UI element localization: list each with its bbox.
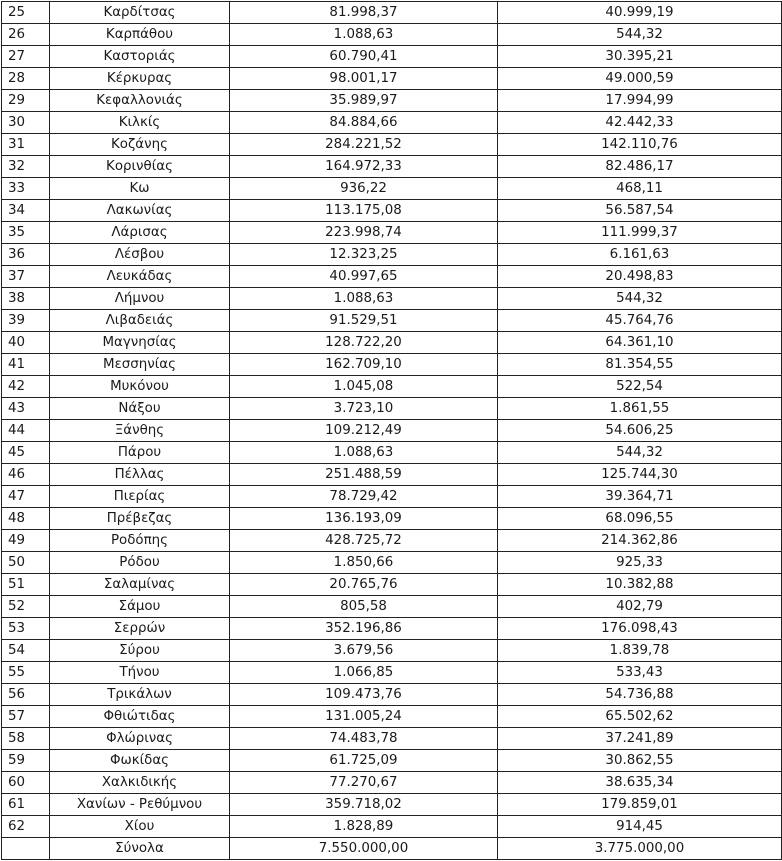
- table-row: [2, 684, 782, 706]
- row-amount: 136.193,09: [230, 508, 498, 530]
- row-name: Κεφαλλονιάς: [50, 90, 230, 112]
- row-half-amount: 39.364,71: [498, 486, 782, 508]
- row-number: 36: [2, 244, 50, 266]
- row-name: Κιλκίς: [50, 112, 230, 134]
- table-body: [2, 2, 782, 860]
- row-amount: 74.483,78: [230, 728, 498, 750]
- row-name: Πάρου: [50, 442, 230, 464]
- total-row: [2, 838, 782, 860]
- row-half-amount: 522,54: [498, 376, 782, 398]
- row-name: Τρικάλων: [50, 684, 230, 706]
- row-half-amount: 10.382,88: [498, 574, 782, 596]
- table-row: [2, 222, 782, 244]
- table-row: [2, 728, 782, 750]
- row-number: 58: [2, 728, 50, 750]
- table-row: [2, 376, 782, 398]
- row-half-amount: 1.839,78: [498, 640, 782, 662]
- total-number: [2, 838, 50, 860]
- table-row: [2, 178, 782, 200]
- row-half-amount: 56.587,54: [498, 200, 782, 222]
- row-amount: 78.729,42: [230, 486, 498, 508]
- row-half-amount: 176.098,43: [498, 618, 782, 640]
- row-name: Λιβαδειάς: [50, 310, 230, 332]
- row-number: 55: [2, 662, 50, 684]
- row-number: 37: [2, 266, 50, 288]
- row-name: Φωκίδας: [50, 750, 230, 772]
- table-row: [2, 574, 782, 596]
- table-row: [2, 398, 782, 420]
- row-name: Μαγνησίας: [50, 332, 230, 354]
- row-amount: 98.001,17: [230, 68, 498, 90]
- row-number: 57: [2, 706, 50, 728]
- table-row: [2, 310, 782, 332]
- table-row: [2, 662, 782, 684]
- row-number: 41: [2, 354, 50, 376]
- row-half-amount: 533,43: [498, 662, 782, 684]
- table-row: [2, 354, 782, 376]
- row-half-amount: 30.862,55: [498, 750, 782, 772]
- row-half-amount: 925,33: [498, 552, 782, 574]
- row-half-amount: 42.442,33: [498, 112, 782, 134]
- row-number: 30: [2, 112, 50, 134]
- row-amount: 3.679,56: [230, 640, 498, 662]
- table-row: [2, 112, 782, 134]
- table-row: [2, 90, 782, 112]
- row-amount: 805,58: [230, 596, 498, 618]
- row-half-amount: 64.361,10: [498, 332, 782, 354]
- row-half-amount: 1.861,55: [498, 398, 782, 420]
- table-row: [2, 772, 782, 794]
- table-row: [2, 288, 782, 310]
- row-name: Λακωνίας: [50, 200, 230, 222]
- row-number: 31: [2, 134, 50, 156]
- row-name: Τήνου: [50, 662, 230, 684]
- row-name: Σερρών: [50, 618, 230, 640]
- row-number: 43: [2, 398, 50, 420]
- row-name: Κέρκυρας: [50, 68, 230, 90]
- row-half-amount: 49.000,59: [498, 68, 782, 90]
- row-half-amount: 54.736,88: [498, 684, 782, 706]
- row-half-amount: 125.744,30: [498, 464, 782, 486]
- row-half-amount: 45.764,76: [498, 310, 782, 332]
- row-amount: 1.828,89: [230, 816, 498, 838]
- row-half-amount: 68.096,55: [498, 508, 782, 530]
- table-row: [2, 134, 782, 156]
- row-name: Χαλκιδικής: [50, 772, 230, 794]
- row-amount: 284.221,52: [230, 134, 498, 156]
- row-amount: 352.196,86: [230, 618, 498, 640]
- row-amount: 113.175,08: [230, 200, 498, 222]
- row-amount: 109.212,49: [230, 420, 498, 442]
- row-number: 44: [2, 420, 50, 442]
- row-number: 35: [2, 222, 50, 244]
- row-half-amount: 214.362,86: [498, 530, 782, 552]
- row-half-amount: 54.606,25: [498, 420, 782, 442]
- row-name: Σαλαμίνας: [50, 574, 230, 596]
- row-name: Χίου: [50, 816, 230, 838]
- allocation-table: [1, 1, 782, 860]
- table-row: [2, 706, 782, 728]
- row-name: Ρόδου: [50, 552, 230, 574]
- row-half-amount: 30.395,21: [498, 46, 782, 68]
- row-name: Λήμνου: [50, 288, 230, 310]
- row-amount: 91.529,51: [230, 310, 498, 332]
- total-label: Σύνολα: [50, 838, 230, 860]
- total-half-amount: 3.775.000,00: [498, 838, 782, 860]
- table-row: [2, 442, 782, 464]
- table-row: [2, 24, 782, 46]
- row-number: 32: [2, 156, 50, 178]
- row-name: Χανίων - Ρεθύμνου: [50, 794, 230, 816]
- row-number: 42: [2, 376, 50, 398]
- row-half-amount: 40.999,19: [498, 2, 782, 24]
- row-number: 46: [2, 464, 50, 486]
- row-number: 28: [2, 68, 50, 90]
- row-half-amount: 402,79: [498, 596, 782, 618]
- row-half-amount: 111.999,37: [498, 222, 782, 244]
- row-name: Κορινθίας: [50, 156, 230, 178]
- row-number: 47: [2, 486, 50, 508]
- table-row: [2, 596, 782, 618]
- row-name: Καρπάθου: [50, 24, 230, 46]
- row-number: 25: [2, 2, 50, 24]
- row-amount: 251.488,59: [230, 464, 498, 486]
- table-row: [2, 794, 782, 816]
- row-half-amount: 179.859,01: [498, 794, 782, 816]
- row-half-amount: 38.635,34: [498, 772, 782, 794]
- row-half-amount: 82.486,17: [498, 156, 782, 178]
- row-number: 40: [2, 332, 50, 354]
- row-number: 54: [2, 640, 50, 662]
- row-amount: 81.998,37: [230, 2, 498, 24]
- table-row: [2, 68, 782, 90]
- row-number: 60: [2, 772, 50, 794]
- row-half-amount: 6.161,63: [498, 244, 782, 266]
- row-amount: 128.722,20: [230, 332, 498, 354]
- row-name: Πρέβεζας: [50, 508, 230, 530]
- row-name: Λάρισας: [50, 222, 230, 244]
- row-amount: 20.765,76: [230, 574, 498, 596]
- row-name: Ροδόπης: [50, 530, 230, 552]
- row-name: Μεσσηνίας: [50, 354, 230, 376]
- table-row: [2, 244, 782, 266]
- row-name: Νάξου: [50, 398, 230, 420]
- row-number: 62: [2, 816, 50, 838]
- row-half-amount: 81.354,55: [498, 354, 782, 376]
- row-half-amount: 468,11: [498, 178, 782, 200]
- table-row: [2, 486, 782, 508]
- row-amount: 40.997,65: [230, 266, 498, 288]
- row-number: 29: [2, 90, 50, 112]
- row-half-amount: 37.241,89: [498, 728, 782, 750]
- table-row: [2, 508, 782, 530]
- row-amount: 61.725,09: [230, 750, 498, 772]
- row-amount: 12.323,25: [230, 244, 498, 266]
- row-number: 51: [2, 574, 50, 596]
- row-amount: 1.088,63: [230, 442, 498, 464]
- row-amount: 35.989,97: [230, 90, 498, 112]
- row-amount: 84.884,66: [230, 112, 498, 134]
- row-amount: 109.473,76: [230, 684, 498, 706]
- row-number: 39: [2, 310, 50, 332]
- row-name: Σάμου: [50, 596, 230, 618]
- row-half-amount: 544,32: [498, 288, 782, 310]
- table-row: [2, 618, 782, 640]
- table-row: [2, 332, 782, 354]
- row-name: Πέλλας: [50, 464, 230, 486]
- row-number: 26: [2, 24, 50, 46]
- row-name: Λευκάδας: [50, 266, 230, 288]
- row-name: Φθιώτιδας: [50, 706, 230, 728]
- row-number: 53: [2, 618, 50, 640]
- row-amount: 223.998,74: [230, 222, 498, 244]
- row-name: Πιερίας: [50, 486, 230, 508]
- row-amount: 1.045,08: [230, 376, 498, 398]
- row-number: 49: [2, 530, 50, 552]
- row-number: 56: [2, 684, 50, 706]
- row-number: 61: [2, 794, 50, 816]
- row-name: Μυκόνου: [50, 376, 230, 398]
- row-name: Καστοριάς: [50, 46, 230, 68]
- row-number: 45: [2, 442, 50, 464]
- row-amount: 1.088,63: [230, 24, 498, 46]
- row-amount: 77.270,67: [230, 772, 498, 794]
- row-name: Φλώρινας: [50, 728, 230, 750]
- table-row: [2, 200, 782, 222]
- row-amount: 131.005,24: [230, 706, 498, 728]
- row-half-amount: 914,45: [498, 816, 782, 838]
- row-half-amount: 142.110,76: [498, 134, 782, 156]
- row-amount: 428.725,72: [230, 530, 498, 552]
- row-amount: 936,22: [230, 178, 498, 200]
- row-amount: 359.718,02: [230, 794, 498, 816]
- row-name: Λέσβου: [50, 244, 230, 266]
- table-row: [2, 816, 782, 838]
- row-number: 48: [2, 508, 50, 530]
- row-amount: 1.088,63: [230, 288, 498, 310]
- row-number: 27: [2, 46, 50, 68]
- row-name: Ξάνθης: [50, 420, 230, 442]
- row-half-amount: 20.498,83: [498, 266, 782, 288]
- row-name: Κω: [50, 178, 230, 200]
- row-amount: 3.723,10: [230, 398, 498, 420]
- table-row: [2, 420, 782, 442]
- table-row: [2, 2, 782, 24]
- table-row: [2, 46, 782, 68]
- table-row: [2, 552, 782, 574]
- row-half-amount: 544,32: [498, 442, 782, 464]
- row-half-amount: 17.994,99: [498, 90, 782, 112]
- total-amount: 7.550.000,00: [230, 838, 498, 860]
- table-row: [2, 266, 782, 288]
- row-number: 59: [2, 750, 50, 772]
- row-name: Καρδίτσας: [50, 2, 230, 24]
- table-row: [2, 464, 782, 486]
- row-half-amount: 65.502,62: [498, 706, 782, 728]
- table-row: [2, 750, 782, 772]
- table-row: [2, 156, 782, 178]
- row-half-amount: 544,32: [498, 24, 782, 46]
- row-number: 50: [2, 552, 50, 574]
- row-amount: 162.709,10: [230, 354, 498, 376]
- table-row: [2, 640, 782, 662]
- row-number: 33: [2, 178, 50, 200]
- table-row: [2, 530, 782, 552]
- row-name: Κοζάνης: [50, 134, 230, 156]
- row-name: Σύρου: [50, 640, 230, 662]
- row-amount: 164.972,33: [230, 156, 498, 178]
- row-amount: 1.066,85: [230, 662, 498, 684]
- row-number: 52: [2, 596, 50, 618]
- row-amount: 1.850,66: [230, 552, 498, 574]
- row-number: 34: [2, 200, 50, 222]
- row-number: 38: [2, 288, 50, 310]
- row-amount: 60.790,41: [230, 46, 498, 68]
